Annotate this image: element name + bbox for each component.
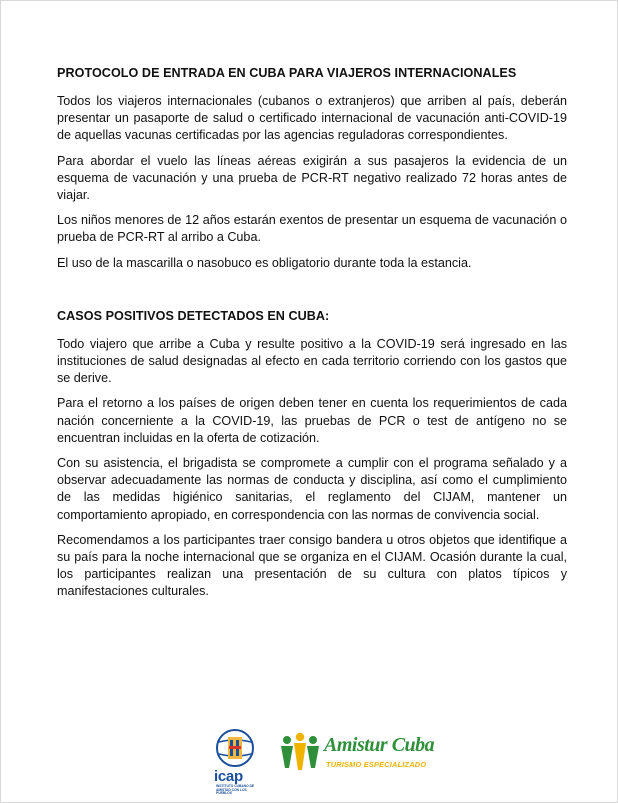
paragraph: Todos los viajeros internacionales (cubanos o extranjeros) que arriben al país, deberán presentar un pasaporte de salud o certificado internacional de vacunación anti-COVID-19 de aquellas vacunas certificadas por las agencias reguladoras correspondientes. <box>57 94 567 143</box>
section-heading-entry-protocol: PROTOCOLO DE ENTRADA EN CUBA PARA VIAJEROS INTERNACIONALES <box>57 66 517 80</box>
section-spacer <box>57 280 567 309</box>
paragraph: Para abordar el vuelo las líneas aéreas exigirán a sus pasajeros la evidencia de un esquema de vacunación y una prueba de PCR-RT negativo realizado 72 horas antes de viajar. <box>57 153 567 203</box>
amistur-wordmark: Amistur Cuba <box>324 734 435 756</box>
amistur-logo <box>280 732 435 788</box>
footer-logos <box>208 728 435 798</box>
paragraph: Todo viajero que arribe a Cuba y resulte positivo a la COVID-19 será ingresado en las instituciones de salud designadas al efecto en cada territorio corriendo con los gastos que se derive. <box>57 336 567 386</box>
icap-subtitle: INSTITUTO CUBANO DE AMISTAD CON LOS PUEBLOS <box>216 784 255 796</box>
icap-logo <box>208 728 274 798</box>
people-group-icon <box>280 732 322 772</box>
section-heading-positive-cases: CASOS POSITIVOS DETECTADOS EN CUBA: <box>57 308 330 323</box>
amistur-tagline: TURISMO ESPECIALIZADO <box>326 760 427 769</box>
paragraph: Con su asistencia, el brigadista se compromete a cumplir con el programa señalado y a observar adecuadamente las normas de conducta y disciplina, así como el cumplimiento de las medidas higiénico sanitarias, el reglamento del CIJAM, mantener un comportamiento apropiado, en correspondencia con las normas de convivencia social. <box>57 456 567 522</box>
icap-wordmark: icap <box>214 768 243 785</box>
paragraph: El uso de la mascarilla o nasobuco es obligatorio durante toda la estancia. <box>57 255 472 270</box>
document-body <box>57 66 567 609</box>
paragraph: Para el retorno a los países de origen deben tener en cuenta los requerimientos de cada nación concerniente a la COVID-19, las pruebas de PCR o test de antígeno no se encuentran incluidas en la oferta de cotización. <box>57 396 567 445</box>
paragraph: Recomendamos a los participantes traer consigo bandera u otros objetos que identifique a su país para la noche internacional que se organiza en el CIJAM. Ocasión durante la cual, los participantes realizan una presentación de su cultura con platos típicos y manifestaciones culturales. <box>57 532 567 599</box>
icap-globe-icon <box>212 728 258 768</box>
paragraph: Los niños menores de 12 años estarán exentos de presentar un esquema de vacunación o prueba de PCR-RT al arribo a Cuba. <box>57 213 567 245</box>
